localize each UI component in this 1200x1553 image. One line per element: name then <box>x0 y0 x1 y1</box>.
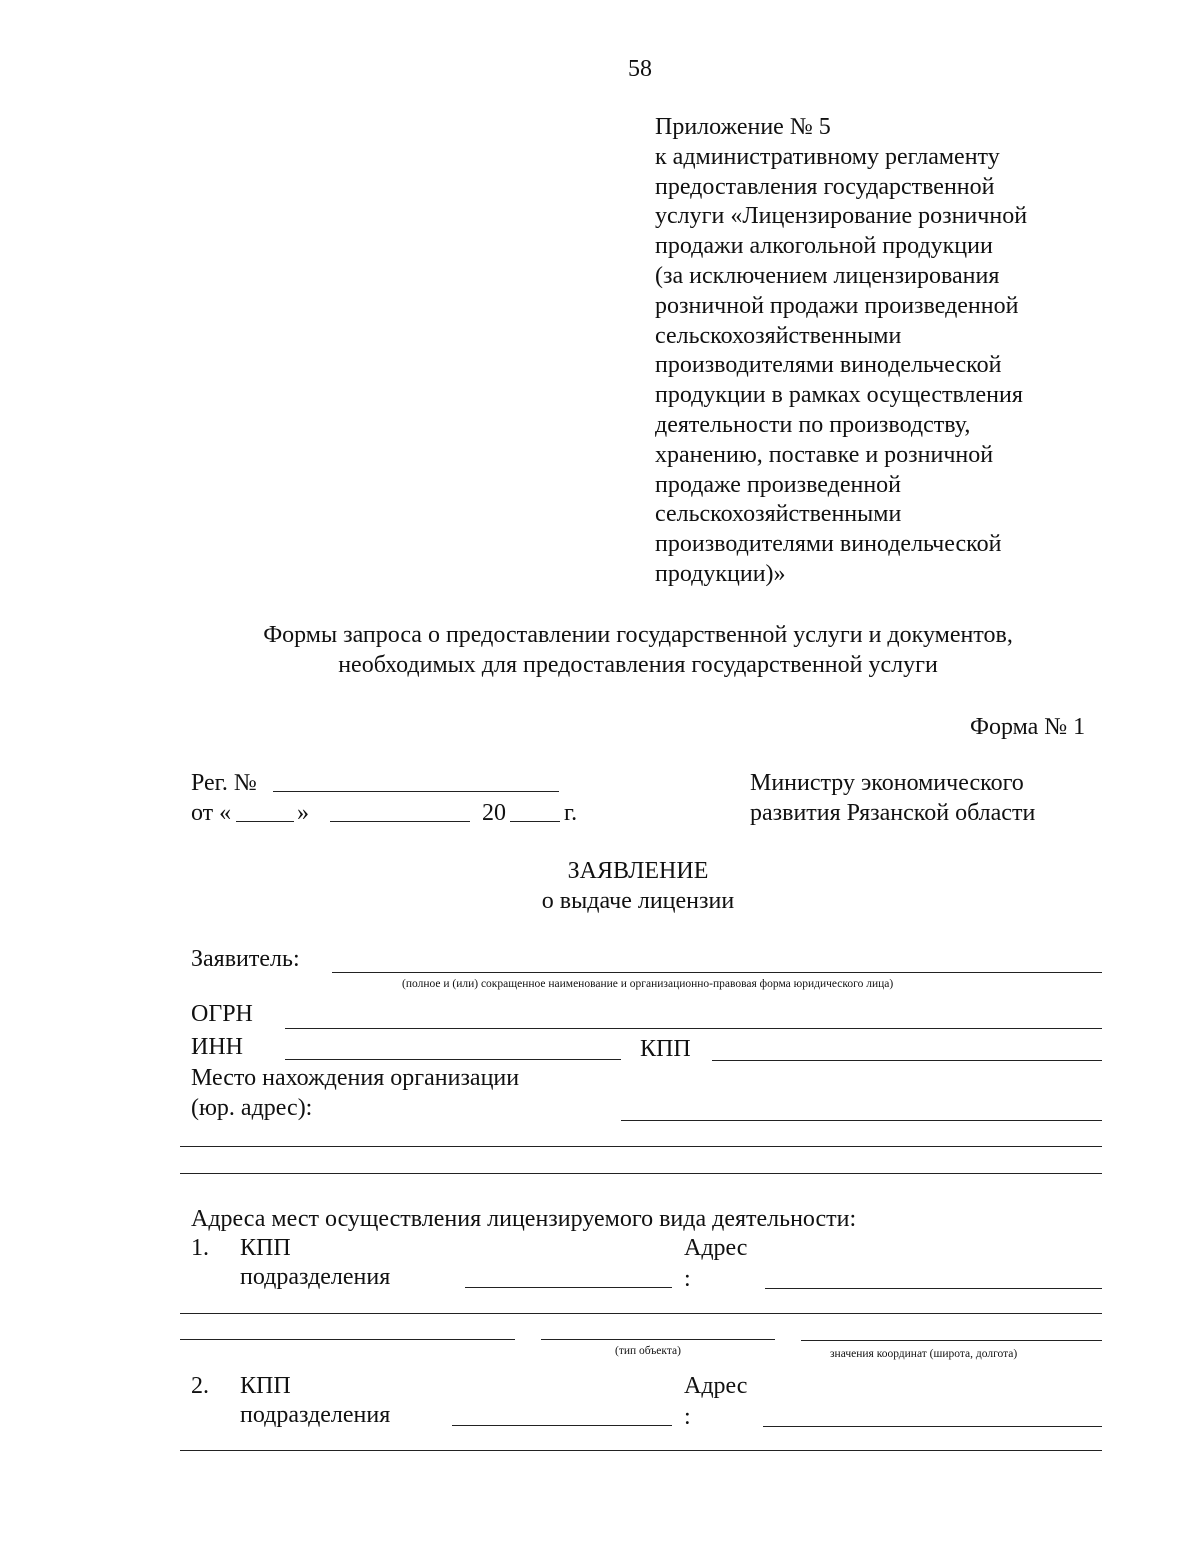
reg-year-prefix: 20 <box>482 800 506 826</box>
annex-line: (за исключением лицензирования <box>655 262 1000 289</box>
location-field-extra-2[interactable] <box>180 1173 1102 1174</box>
annex-line: к административному регламенту <box>655 143 1000 170</box>
reg-date-quote: » <box>297 800 309 826</box>
applicant-name-field[interactable] <box>332 972 1102 973</box>
place-object-type-field[interactable] <box>541 1339 775 1340</box>
place-kpp-label-2: подразделения <box>240 1264 391 1290</box>
place-kpp-label-2: подразделения <box>240 1402 391 1428</box>
place-number: 2. <box>191 1373 209 1399</box>
kpp-label: КПП <box>640 1036 691 1062</box>
location-label-line2: (юр. адрес): <box>191 1095 313 1121</box>
place-kpp-label: КПП <box>240 1235 291 1261</box>
place-number: 1. <box>191 1235 209 1261</box>
applicant-caption: (полное и (или) сокращенное наименование и организационно-правовая форма юридического лица) <box>402 978 894 990</box>
annex-line: предоставления государственной <box>655 173 995 200</box>
reg-year-field[interactable] <box>510 821 560 822</box>
location-label-line1: Место нахождения организации <box>191 1065 520 1091</box>
reg-month-field[interactable] <box>330 821 470 822</box>
ogrn-field[interactable] <box>285 1028 1102 1029</box>
place-address-field[interactable] <box>763 1426 1102 1427</box>
annex-line: хранению, поставке и розничной <box>655 441 994 468</box>
annex-line: производителями винодельческой <box>655 352 1002 379</box>
place-address-colon: : <box>684 1266 691 1292</box>
annex-line: сельскохозяйственными <box>655 501 902 528</box>
place-kpp-field[interactable] <box>465 1287 672 1288</box>
annex-header <box>655 113 1175 590</box>
place-extra-field[interactable] <box>180 1339 515 1340</box>
reg-date-label: от « <box>191 800 232 826</box>
inn-label: ИНН <box>191 1034 243 1060</box>
addressee-line1: Министру экономического <box>750 770 1024 796</box>
page-number: 58 <box>628 56 652 82</box>
activity-places-title: Адреса мест осуществления лицензируемого вида деятельности: <box>191 1206 857 1232</box>
reg-day-field[interactable] <box>236 821 294 822</box>
reg-number-label: Рег. № <box>191 770 257 796</box>
inn-field[interactable] <box>285 1059 621 1060</box>
location-field-extra-1[interactable] <box>180 1146 1102 1147</box>
place-address-field-extra[interactable] <box>180 1450 1102 1451</box>
reg-year-suffix: г. <box>564 800 578 826</box>
place-address-field-extra[interactable] <box>180 1313 1102 1314</box>
place-address-label: Адрес <box>684 1373 748 1399</box>
ogrn-label: ОГРН <box>191 1001 253 1027</box>
statement-title: ЗАЯВЛЕНИЕ <box>567 858 709 884</box>
annex-line: производителями винодельческой <box>655 531 1002 558</box>
applicant-label: Заявитель: <box>191 946 300 972</box>
form-number: Форма № 1 <box>970 714 1086 740</box>
statement-subtitle: о выдаче лицензии <box>541 888 735 914</box>
kpp-field[interactable] <box>712 1060 1102 1061</box>
reg-number-field[interactable] <box>273 791 559 792</box>
annex-line: сельскохозяйственными <box>655 322 902 349</box>
annex-line: деятельности по производству, <box>655 411 971 438</box>
object-type-caption: (тип объекта) <box>615 1345 681 1357</box>
annex-line: продукции в рамках осуществления <box>655 382 1023 409</box>
place-kpp-label: КПП <box>240 1373 291 1399</box>
place-coordinates-field[interactable] <box>801 1340 1102 1341</box>
place-address-label: Адрес <box>684 1235 748 1261</box>
annex-line: продукции)» <box>655 560 786 587</box>
coordinates-caption: значения координат (широта, долгота) <box>830 1348 1018 1360</box>
place-address-field[interactable] <box>765 1288 1102 1289</box>
annex-line: услуги «Лицензирование розничной <box>655 203 1028 230</box>
place-kpp-field[interactable] <box>452 1425 672 1426</box>
addressee-line2: развития Рязанской области <box>750 800 1036 826</box>
annex-line: розничной продажи произведенной <box>655 292 1019 319</box>
annex-line: Приложение № 5 <box>655 114 831 140</box>
forms-title-line1: Формы запроса о предоставлении государственной услуги и документов, <box>263 622 1013 648</box>
place-address-colon: : <box>684 1404 691 1430</box>
annex-line: продаже произведенной <box>655 471 902 498</box>
annex-line: продажи алкогольной продукции <box>655 233 993 260</box>
location-field[interactable] <box>621 1120 1102 1121</box>
forms-title-line2: необходимых для предоставления государственной услуги <box>338 652 938 678</box>
